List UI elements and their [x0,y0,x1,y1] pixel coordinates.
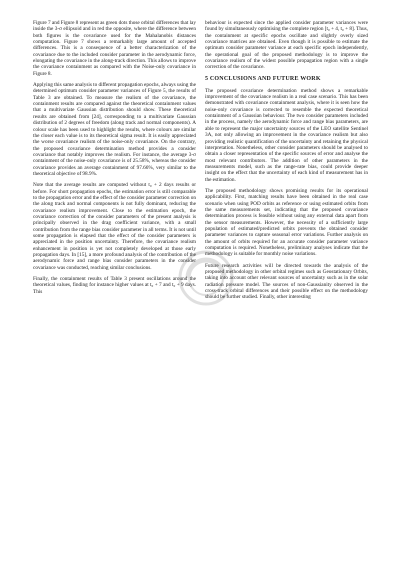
right-paragraph-2: The proposed covariance determination method shows a remarkable improvement of the covariance realism in a real case scenario. This has been demonstrated with covariance containment analysis, where it is seen how the noise-only covariance is corrected to resemble the expected theoretical containment of a Gaussian behaviour. The two consider parameters included in the process, namely the aerodynamic force and range bias parameters, are able to represent the major uncertainty sources of the LEO satellite Sentinel 3A, not only allowing an improvement in the covariance realism but also providing realistic quantification of the uncertainty and retaining the physical interpretation. Nonetheless, other consider parameters should be analysed to obtain a closer representation of the specific sources of error and analyse the most relevant contributors. The addition of other parameters in the measurements model, such as the range-rate bias, could provide deeper insight on the effect that the uncertainty of each kind of measurement has in the estimation. [205,87,368,183]
right-paragraph-1: behaviour is expected since the applied consider parameter variances were found by simultaneously optimising the complete region [t₀ + 4, t₀ + 8]. Thus, the containment at specific epochs oscillate and slightly overly sized covariance matrices are obtained. Even though it is possible to estimate the optimum consider parameter variance at each specific epoch independently, the operational goal of the proposed methodology is to improve the covariance realism of the widest possible propagation region with a single correction of the covariance. [205,20,368,71]
left-paragraph-1: Figure 7 and Figure 8 represent as green dots those orbital differences that lay inside the 3-σ ellipsoid and in red the opposite, where the difference between both figures is the covariance used for the Mahalanobis distances computation. Figure 7 shows a remarkably large amount of accepted differences. This is a consequence of a better characterization of the covariance due to the included consider parameter in the aerodynamic force, elongating the covariance in the along-track direction. This allows to improve the covariance containment as compared with the Noise-only covariance in Figure 8. [33,20,196,77]
right-paragraph-3: The proposed methodology shows promising results for its operational applicability. First, matching results have been obtained in the real case scenario when using POD orbits as reference or using estimated orbits from the same measurements set, indicating that the proposed covariance determination process is feasible without using any external data apart from the sensor measurements. However, the necessity of a sufficiently large population of estimated/predicted orbits prevents the obtained consider parameter variances to capture seasonal error variations. Further analysis on the amount of orbits required for an accurate consider parameter variance computation is required. Nonetheless, preliminary analyses indicate that the methodology is suitable for monthly noise variations. [205,187,368,258]
right-paragraph-4: Future research activities will be directed towards the analysis of the proposed methodology in other orbital regimes such as Geostationary Orbits, taking into account other relevant sources of uncertainty such as in the solar radiation pressure model. The sources of non-Gaussianity observed in the cross-track orbital differences and their possible effect on the methodology should be further studied. Finally, other interesting [205,262,368,301]
section-heading: 5 CONCLUSIONS AND FUTURE WORK [205,75,321,82]
left-paragraph-4: Finally, the containment results of Table 3 present oscillations around the theoretical values, finding for instance higher values at t₀ + 7 and t₀ + 9 days. This [33,276,196,295]
right-column [205,20,368,306]
left-paragraph-3: Note that the average results are computed without t₀ + 2 days results or before. For short propagation epochs, the estimation error is still comparable to the propagation error and the effect of the consider parameter correction on the along track and normal components is not fully dominant, reducing the covariance realism improvement. Close to the estimation epoch, the covariance correction of the consider parameters of the present analysis is principally observed in the drag coefficient variance, with a small contribution from the range bias consider parameter in all terms. It is not until some propagation is elapsed that the effect of the consider parameters is appreciated in the position uncertainty. Therefore, the covariance realism enhancement in position is yet not completely developed at those early propagation days. In [15], a more profound analysis of the contribution of the aerodynamic force and range bias consider parameters in the consider covariance was conducted, reaching similar conclusions. [33,182,196,271]
left-column [33,20,196,300]
left-paragraph-2: Applying this same analysis to different propagation epochs, always using the determined optimum consider parameter variances of Figure 5, the results of Table 3 are obtained. To measure the realism of the covariance, the containment results are compared against the theoretical containment values that a multivariate Gaussian distribution should show. These theoretical results are obtained from [24], corresponding to a multivariate Gaussian distribution of 2 degrees of freedom (along track and normal components). A colour scale has been used to highlight the results, where colours are similar the closer each value is to its theoretical sigma result. It is easily appreciated the worse covariance realism of the noise-only covariance. On the contrary, the proposed covariance determination method provides a consider covariance that notably improves the realism. For instance, the average 3-σ containment of the noise-only covariance is of 25.58%, whereas the consider covariance provides an average containment of 97.66%, very similar to the theoretical objective of 98.9%. [33,82,196,177]
